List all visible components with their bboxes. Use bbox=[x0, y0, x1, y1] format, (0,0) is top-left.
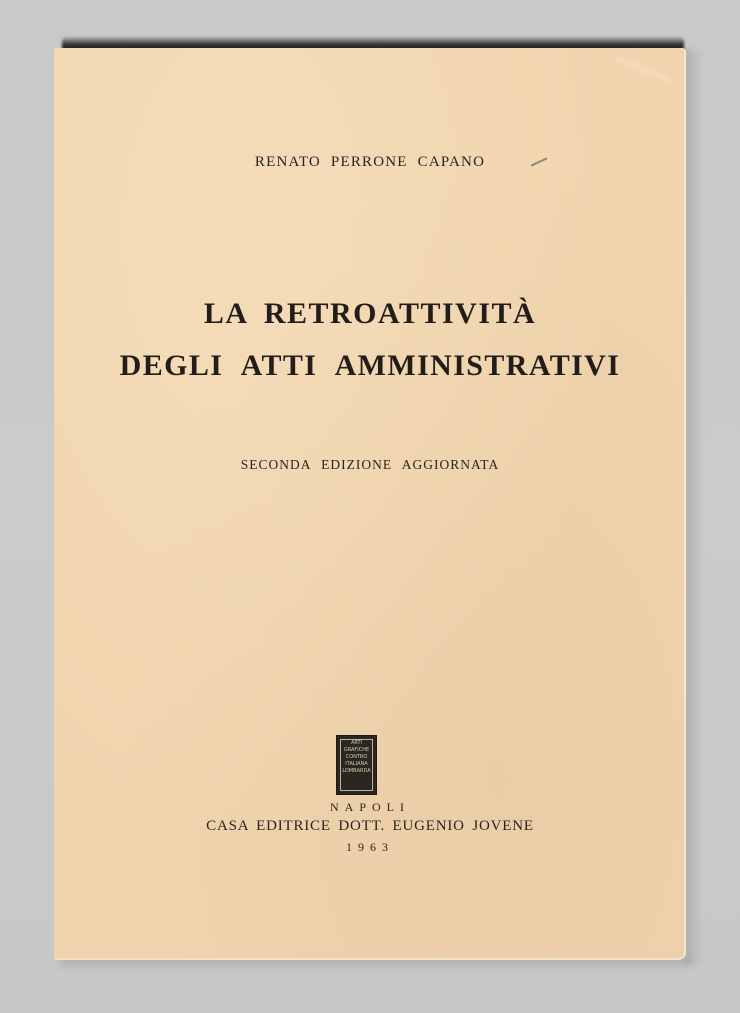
author-name: RENATO PERRONE CAPANO bbox=[254, 154, 486, 170]
publisher-city: NAPOLI bbox=[330, 800, 410, 814]
emblem-line: CONTRO bbox=[345, 754, 368, 760]
publication-year: 1963 bbox=[346, 840, 394, 854]
edition-label: SECONDA EDIZIONE AGGIORNATA bbox=[240, 457, 500, 472]
emblem-line: LOMBARDA bbox=[342, 768, 371, 774]
publisher-emblem-text bbox=[340, 739, 373, 791]
title-line-2: DEGLI ATTI AMMINISTRATIVI bbox=[119, 349, 621, 382]
emblem-line: ITALIANA bbox=[345, 761, 368, 767]
title-line-1: LA RETROATTIVITÀ bbox=[203, 297, 537, 330]
book-right-shadow bbox=[684, 50, 702, 965]
publisher-emblem-icon bbox=[336, 735, 377, 795]
emblem-line: ARTI bbox=[350, 740, 363, 746]
cover-crease bbox=[616, 57, 673, 82]
book-cover bbox=[54, 48, 686, 960]
publisher-name: CASA EDITRICE DOTT. EUGENIO JOVENE bbox=[206, 818, 534, 834]
emblem-line: GRAFICHE bbox=[343, 747, 370, 753]
book-bottom-shadow bbox=[60, 958, 688, 972]
